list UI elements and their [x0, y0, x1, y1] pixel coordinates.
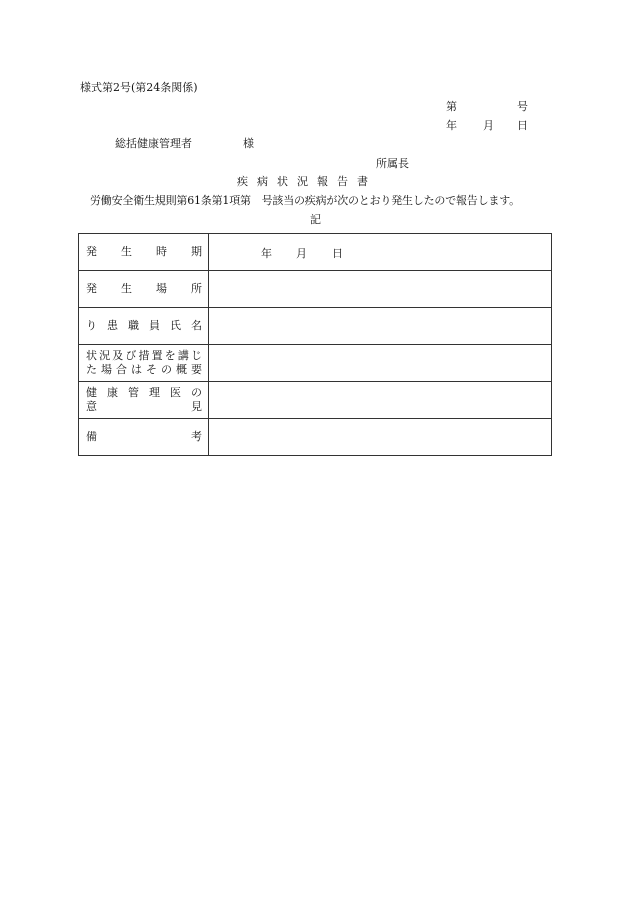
table-row — [79, 345, 552, 382]
label-char: 生 — [121, 282, 132, 295]
label-char: 生 — [121, 245, 132, 258]
addressee-honorific: 様 — [243, 137, 254, 150]
label-char: 講 — [177, 349, 189, 362]
document-title: 疾病状況報告書 — [237, 175, 377, 188]
date-month-label: 月 — [483, 119, 494, 132]
remarks-field[interactable] — [209, 419, 552, 456]
label-char: そ — [146, 363, 157, 376]
occurrence-place-label — [79, 271, 209, 308]
occurrence-date-field[interactable] — [209, 234, 552, 271]
date-day-label: 日 — [517, 119, 528, 132]
table-row — [79, 271, 552, 308]
label-char: 場 — [101, 363, 112, 376]
report-number-suffix: 号 — [517, 100, 528, 113]
label-char: 患 — [107, 319, 118, 332]
label-char: 名 — [191, 319, 202, 332]
physician-opinion-field[interactable] — [209, 382, 552, 419]
remarks-label — [79, 419, 209, 456]
report-number-prefix: 第 — [446, 100, 457, 113]
label-char: 康 — [107, 386, 118, 399]
occurrence-date-label — [79, 234, 209, 271]
label-char: 時 — [156, 245, 167, 258]
physician-opinion-label — [79, 382, 209, 419]
situation-measures-field[interactable] — [209, 345, 552, 382]
table-row — [79, 382, 552, 419]
form-number-label: 様式第2号(第24条関係) — [80, 81, 198, 94]
table-row — [79, 308, 552, 345]
patient-name-field[interactable] — [209, 308, 552, 345]
label-char: 意 — [86, 400, 97, 413]
label-char: た — [86, 363, 97, 376]
label-char: 況 — [99, 349, 111, 362]
label-char: は — [131, 363, 142, 376]
department-head-label: 所属長 — [376, 157, 409, 170]
label-char: 備 — [86, 430, 97, 443]
date-unit-label: 年 — [261, 247, 272, 260]
label-char: 及 — [112, 349, 124, 362]
label-char: 管 — [128, 386, 139, 399]
label-char: じ — [191, 349, 202, 362]
occurrence-place-field[interactable] — [209, 271, 552, 308]
label-char: 医 — [170, 386, 181, 399]
label-char: 健 — [86, 386, 97, 399]
label-char: 置 — [151, 349, 163, 362]
label-char: 発 — [86, 245, 97, 258]
label-char: の — [161, 363, 172, 376]
situation-measures-label — [79, 345, 209, 382]
addressee: 総括健康管理者 — [115, 137, 192, 150]
label-char: 氏 — [170, 319, 181, 332]
label-char: 発 — [86, 282, 97, 295]
label-char: 合 — [116, 363, 127, 376]
label-char: 員 — [149, 319, 160, 332]
report-table — [78, 233, 552, 456]
label-char: を — [164, 349, 176, 362]
label-char: 措 — [138, 349, 150, 362]
label-char: 見 — [191, 400, 202, 413]
date-unit-label: 日 — [332, 247, 343, 260]
label-char: 職 — [128, 319, 139, 332]
label-char: 期 — [191, 245, 202, 258]
date-year-label: 年 — [446, 119, 457, 132]
date-unit-label: 月 — [296, 247, 307, 260]
label-char: 要 — [191, 363, 202, 376]
label-char: び — [125, 349, 137, 362]
table-row — [79, 419, 552, 456]
report-statement: 労働安全衛生規則第61条第1項第 号該当の疾病が次のとおり発生したので報告します。 — [90, 194, 520, 207]
label-char: の — [191, 386, 202, 399]
label-char: 理 — [149, 386, 160, 399]
patient-name-label — [79, 308, 209, 345]
label-char: 状 — [86, 349, 97, 362]
ki-label: 記 — [310, 213, 321, 226]
label-char: 概 — [176, 363, 187, 376]
label-char: 考 — [191, 430, 202, 443]
label-char: 所 — [191, 282, 202, 295]
table-row — [79, 234, 552, 271]
label-char: り — [86, 319, 97, 332]
label-char: 場 — [156, 282, 167, 295]
